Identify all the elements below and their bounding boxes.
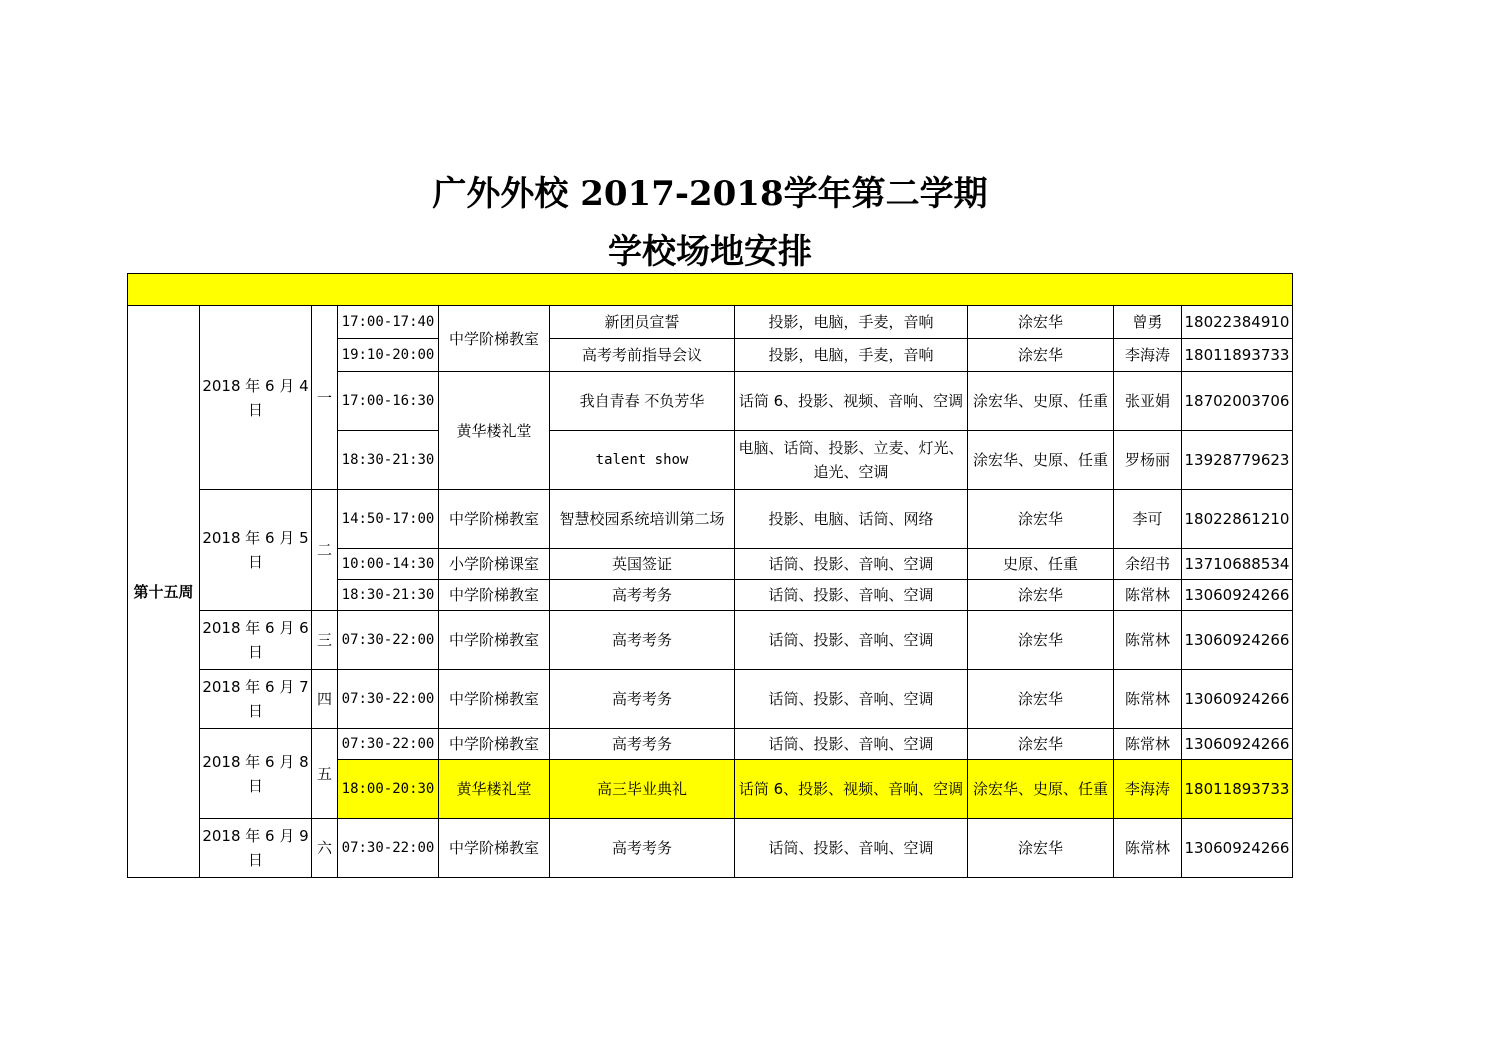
event-cell: 高三毕业典礼 — [550, 760, 735, 819]
equipment-cell: 话筒 6、投影、视频、音响、空调 — [735, 760, 968, 819]
venue-cell: 黄华楼礼堂 — [439, 760, 550, 819]
venue-cell: 小学阶梯课室 — [439, 549, 550, 580]
phone-cell: 13060924266 — [1182, 611, 1293, 670]
contact-cell: 陈常林 — [1114, 611, 1182, 670]
phone-cell: 18011893733 — [1182, 339, 1293, 372]
event-cell: 高考考前指导会议 — [550, 339, 735, 372]
venue-cell: 中学阶梯教室 — [439, 819, 550, 878]
table-row — [128, 490, 1293, 549]
document-title: 广外外校 2017-2018学年第二学期 — [432, 174, 988, 214]
weekday-cell: 五 — [312, 729, 338, 819]
event-cell: 我自青春 不负芳华 — [550, 372, 735, 431]
tech-cell: 涂宏华、史原、任重 — [968, 431, 1114, 490]
time-cell: 14:50-17:00 — [338, 490, 439, 549]
equipment-cell: 电脑、话筒、投影、立麦、灯光、追光、空调 — [735, 431, 968, 490]
equipment-cell: 投影，电脑，手麦，音响 — [735, 339, 968, 372]
time-cell: 17:00-17:40 — [338, 306, 439, 339]
event-cell: 英国签证 — [550, 549, 735, 580]
phone-cell: 18702003706 — [1182, 372, 1293, 431]
time-cell: 10:00-14:30 — [338, 549, 439, 580]
phone-cell: 18022384910 — [1182, 306, 1293, 339]
document-subtitle: 学校场地安排 — [608, 232, 812, 272]
date-cell: 2018 年 6 月 5 日 — [200, 490, 312, 611]
header-band — [128, 274, 1293, 306]
equipment-cell: 话筒、投影、音响、空调 — [735, 611, 968, 670]
equipment-cell: 话筒、投影、音响、空调 — [735, 729, 968, 760]
equipment-cell: 话筒、投影、音响、空调 — [735, 580, 968, 611]
time-cell: 17:00-16:30 — [338, 372, 439, 431]
tech-cell: 涂宏华、史原、任重 — [968, 760, 1114, 819]
tech-cell: 涂宏华 — [968, 490, 1114, 549]
weekday-cell: 一 — [312, 306, 338, 490]
date-cell: 2018 年 6 月 9 日 — [200, 819, 312, 878]
tech-cell: 涂宏华 — [968, 670, 1114, 729]
equipment-cell: 投影、电脑、话筒、网络 — [735, 490, 968, 549]
time-cell: 07:30-22:00 — [338, 611, 439, 670]
venue-cell: 黄华楼礼堂 — [439, 372, 550, 490]
time-cell: 19:10-20:00 — [338, 339, 439, 372]
tech-cell: 涂宏华 — [968, 611, 1114, 670]
phone-cell: 18011893733 — [1182, 760, 1293, 819]
event-cell: talent show — [550, 431, 735, 490]
weekday-cell: 二 — [312, 490, 338, 611]
event-cell: 新团员宣誓 — [550, 306, 735, 339]
equipment-cell: 话筒、投影、音响、空调 — [735, 819, 968, 878]
event-cell: 高考考务 — [550, 670, 735, 729]
venue-cell: 中学阶梯教室 — [439, 490, 550, 549]
date-cell: 2018 年 6 月 7 日 — [200, 670, 312, 729]
contact-cell: 张亚娟 — [1114, 372, 1182, 431]
table-row — [128, 670, 1293, 729]
phone-cell: 13710688534 — [1182, 549, 1293, 580]
event-cell: 高考考务 — [550, 729, 735, 760]
contact-cell: 陈常林 — [1114, 580, 1182, 611]
schedule-table — [127, 273, 1293, 878]
contact-cell: 陈常林 — [1114, 729, 1182, 760]
contact-cell: 李可 — [1114, 490, 1182, 549]
phone-cell: 13060924266 — [1182, 819, 1293, 878]
date-cell: 2018 年 6 月 4 日 — [200, 306, 312, 490]
week-label: 第十五周 — [128, 306, 200, 878]
event-cell: 高考考务 — [550, 580, 735, 611]
tech-cell: 史原、任重 — [968, 549, 1114, 580]
phone-cell: 13060924266 — [1182, 729, 1293, 760]
weekday-cell: 三 — [312, 611, 338, 670]
phone-cell: 13060924266 — [1182, 580, 1293, 611]
venue-cell: 中学阶梯教室 — [439, 729, 550, 760]
phone-cell: 13928779623 — [1182, 431, 1293, 490]
tech-cell: 涂宏华 — [968, 339, 1114, 372]
tech-cell: 涂宏华、史原、任重 — [968, 372, 1114, 431]
tech-cell: 涂宏华 — [968, 729, 1114, 760]
contact-cell: 陈常林 — [1114, 819, 1182, 878]
equipment-cell: 话筒 6、投影、视频、音响、空调 — [735, 372, 968, 431]
table-row — [128, 729, 1293, 760]
equipment-cell: 话筒、投影、音响、空调 — [735, 670, 968, 729]
event-cell: 高考考务 — [550, 611, 735, 670]
contact-cell: 余绍书 — [1114, 549, 1182, 580]
event-cell: 高考考务 — [550, 819, 735, 878]
contact-cell: 陈常林 — [1114, 670, 1182, 729]
weekday-cell: 四 — [312, 670, 338, 729]
tech-cell: 涂宏华 — [968, 580, 1114, 611]
phone-cell: 13060924266 — [1182, 670, 1293, 729]
time-cell: 07:30-22:00 — [338, 670, 439, 729]
time-cell: 07:30-22:00 — [338, 819, 439, 878]
header-band-row — [128, 274, 1293, 306]
equipment-cell: 投影，电脑，手麦，音响 — [735, 306, 968, 339]
time-cell: 18:30-21:30 — [338, 580, 439, 611]
contact-cell: 李海涛 — [1114, 339, 1182, 372]
weekday-cell: 六 — [312, 819, 338, 878]
contact-cell: 曾勇 — [1114, 306, 1182, 339]
tech-cell: 涂宏华 — [968, 306, 1114, 339]
contact-cell: 罗杨丽 — [1114, 431, 1182, 490]
phone-cell: 18022861210 — [1182, 490, 1293, 549]
date-cell: 2018 年 6 月 8 日 — [200, 729, 312, 819]
venue-cell: 中学阶梯教室 — [439, 670, 550, 729]
equipment-cell: 话筒、投影、音响、空调 — [735, 549, 968, 580]
time-cell: 18:00-20:30 — [338, 760, 439, 819]
venue-cell: 中学阶梯教室 — [439, 306, 550, 372]
venue-cell: 中学阶梯教室 — [439, 611, 550, 670]
time-cell: 18:30-21:30 — [338, 431, 439, 490]
tech-cell: 涂宏华 — [968, 819, 1114, 878]
venue-cell: 中学阶梯教室 — [439, 580, 550, 611]
date-cell: 2018 年 6 月 6 日 — [200, 611, 312, 670]
event-cell: 智慧校园系统培训第二场 — [550, 490, 735, 549]
time-cell: 07:30-22:00 — [338, 729, 439, 760]
table-row — [128, 306, 1293, 339]
table-row — [128, 611, 1293, 670]
contact-cell: 李海涛 — [1114, 760, 1182, 819]
table-row — [128, 819, 1293, 878]
